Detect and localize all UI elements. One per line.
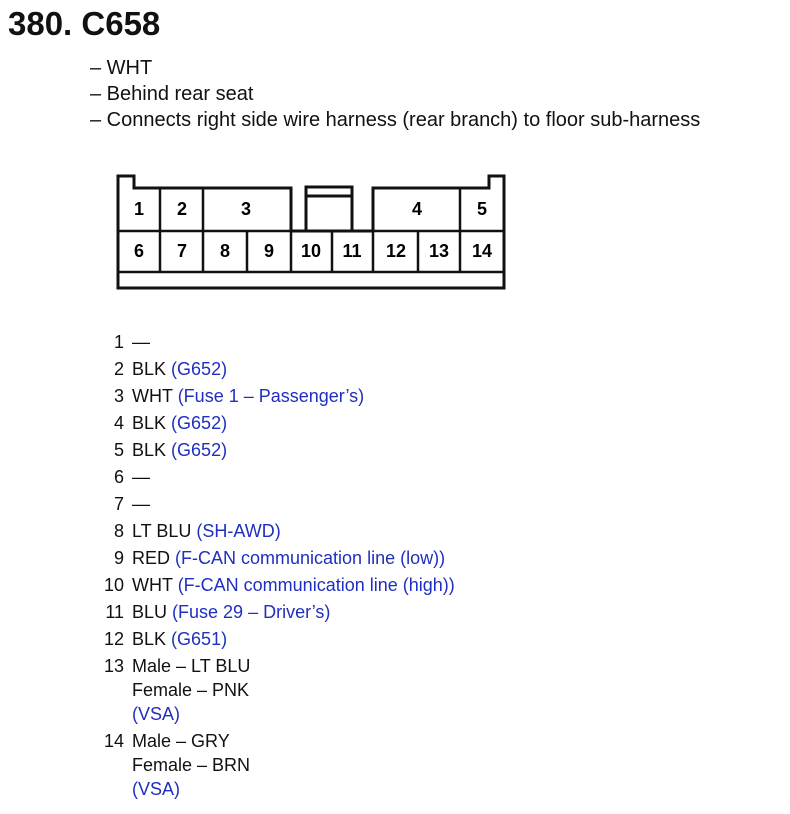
wire-color: BLU (132, 602, 168, 622)
pin-number: 9 (113, 548, 124, 568)
circuit-reference: (VSA) (132, 704, 181, 724)
cavity-label: 3 (240, 199, 252, 219)
page-title: 380. C658 (8, 5, 161, 42)
pin-number: 7 (113, 494, 124, 514)
pin-row (90, 330, 690, 357)
cavity-label: 8 (219, 241, 231, 261)
circuit-reference: (G652) (171, 413, 228, 433)
cavity-label: 5 (476, 199, 488, 219)
pin-number: 3 (113, 386, 124, 406)
wire-color: WHT (132, 386, 173, 406)
wire-color: RED (132, 548, 171, 568)
cavity-label: 11 (342, 241, 362, 261)
wire-color: BLK (132, 413, 167, 433)
pin-number: 14 (103, 731, 124, 751)
pin-number: 4 (113, 413, 124, 433)
cavity-label: 6 (133, 241, 145, 261)
pin-row (90, 573, 690, 600)
circuit-reference: (G651) (171, 629, 228, 649)
pin-row (90, 357, 690, 384)
pin-number: 11 (105, 602, 124, 622)
pin-row (90, 519, 690, 546)
pinout-list (90, 330, 690, 804)
wire-color: BLK (132, 440, 167, 460)
circuit-reference: (G652) (171, 359, 228, 379)
male-wire-color: Male – GRY (132, 731, 230, 751)
note-location: – Behind rear seat (90, 83, 254, 105)
circuit-reference: (F-CAN communication line (high)) (177, 575, 455, 595)
wire-color: — (132, 494, 150, 514)
wire-color: BLK (132, 359, 167, 379)
wire-color: — (132, 467, 150, 487)
pin-row (90, 465, 690, 492)
cavity-label: 2 (176, 199, 188, 219)
male-wire-color: Male – LT BLU (132, 656, 251, 676)
cavity-label: 1 (133, 199, 145, 219)
wire-color: LT BLU (132, 521, 192, 541)
pin-row (90, 729, 690, 801)
pin-number: 12 (103, 629, 124, 649)
connector-latch (306, 196, 352, 231)
circuit-reference: (VSA) (132, 779, 181, 799)
connector-diagram (0, 0, 790, 320)
pin-row (90, 411, 690, 438)
pin-row (90, 492, 690, 519)
pin-number: 1 (113, 332, 124, 352)
cavity-label: 12 (385, 241, 407, 261)
pin-row (90, 384, 690, 411)
circuit-reference: (Fuse 1 – Passenger’s) (177, 386, 365, 406)
cavity-label: 7 (176, 241, 188, 261)
pin-number: 8 (113, 521, 124, 541)
pin-number: 2 (113, 359, 124, 379)
circuit-reference: (Fuse 29 – Driver’s) (172, 602, 331, 622)
note-connects: – Connects right side wire harness (rear branch) to floor sub-harness (90, 109, 701, 131)
circuit-reference: (F-CAN communication line (low)) (175, 548, 446, 568)
pin-row (90, 600, 690, 627)
cavity-label: 10 (300, 241, 322, 261)
female-wire-color: Female – PNK (132, 680, 250, 700)
cavity-label: 9 (263, 241, 275, 261)
wire-color: — (132, 332, 150, 352)
note-color: – WHT (90, 57, 153, 79)
cavity-label: 14 (471, 241, 493, 261)
wire-color: WHT (132, 575, 173, 595)
pin-row (90, 438, 690, 465)
cavity-label: 13 (428, 241, 450, 261)
female-wire-color: Female – BRN (132, 755, 251, 775)
pin-number: 13 (103, 656, 124, 676)
pin-row (90, 546, 690, 573)
pin-number: 6 (113, 467, 124, 487)
circuit-reference: (G652) (171, 440, 228, 460)
circuit-reference: (SH-AWD) (196, 521, 281, 541)
pin-number: 10 (103, 575, 124, 595)
cavity-label: 4 (411, 199, 423, 219)
wire-color: BLK (132, 629, 167, 649)
pin-number: 5 (113, 440, 124, 460)
pin-row (90, 654, 690, 726)
pin-row (90, 627, 690, 654)
